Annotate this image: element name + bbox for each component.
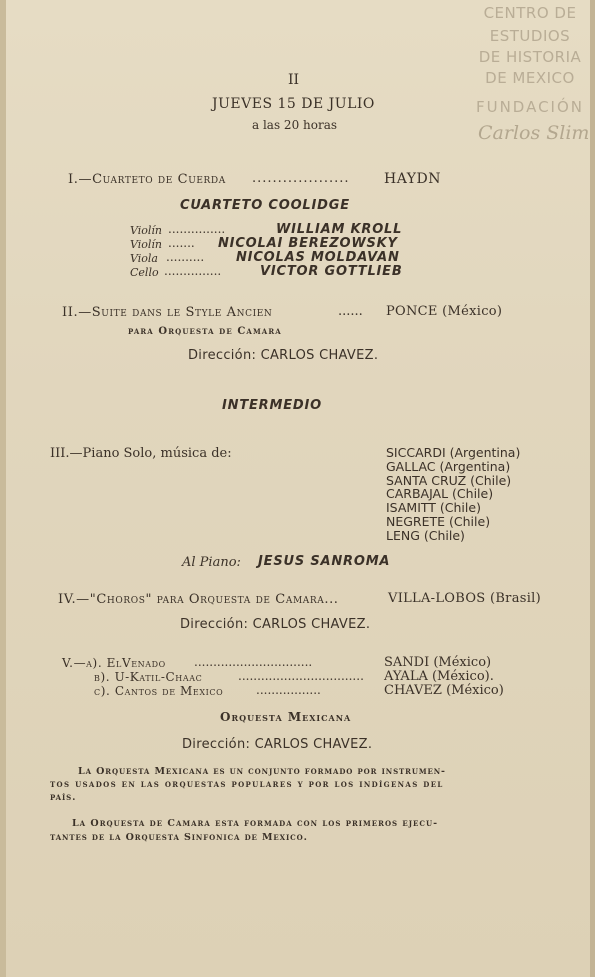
player-1-dots: ............... — [168, 222, 226, 236]
composer-item: GALLAC (Argentina) — [386, 458, 511, 474]
section-5-item-c-label: c). Cantos de Mexico — [94, 684, 224, 698]
section-5-item-a-composer: SANDI (México) — [384, 655, 492, 670]
section-1-title: I.—Cuarteto de Cuerda — [68, 172, 226, 187]
section-4-direction: Dirección: CARLOS CHAVEZ. — [180, 617, 371, 632]
composer-item: LENG (Chile) — [386, 527, 465, 543]
program-date: JUEVES 15 DE JULIO — [212, 96, 375, 112]
section-3-composer-list — [386, 446, 520, 543]
watermark-line-4: DE MEXICO — [485, 69, 575, 87]
composer-item: ISAMITT (Chile) — [386, 500, 481, 516]
section-1-dots: ................... — [252, 171, 350, 186]
note-2-line-2: tantes de la Orquesta Sinfonica de Mexico. — [50, 832, 308, 843]
player-3-dots: .......... — [166, 250, 205, 264]
note-1-line-3: país. — [50, 792, 77, 803]
piano-label: Al Piano: — [182, 555, 241, 570]
program-number: II — [288, 72, 300, 88]
composer-item: NEGRETE (Chile) — [386, 513, 491, 529]
section-1-ensemble: CUARTETO COOLIDGE — [180, 198, 350, 213]
player-2-instrument: Violín — [130, 238, 163, 251]
player-3-name: NICOLAS MOLDAVAN — [236, 250, 400, 265]
program-time: a las 20 horas — [252, 118, 338, 132]
watermark-line-2: ESTUDIOS — [489, 27, 571, 45]
watermark-line-3: DE HISTORIA — [478, 48, 582, 66]
section-4-composer: VILLA-LOBOS (Brasil) — [388, 591, 541, 606]
composer-item: SICCARDI (Argentina) — [386, 445, 521, 460]
pianist-name: JESUS SANROMA — [258, 554, 391, 569]
note-1-line-1: La Orquesta Mexicana es un conjunto formado por instrumen- — [78, 766, 446, 777]
player-2-name: NICOLAI BEREZOWSKY — [218, 236, 398, 251]
section-3-title: III.—Piano Solo, música de: — [50, 446, 232, 461]
section-5-item-c-composer: CHAVEZ (México) — [384, 683, 504, 698]
note-1-line-2: tos usados en las orquestas populares y por los indígenas del — [50, 779, 444, 790]
section-4-title: IV.—"Choros" para Orquesta de Camara... — [58, 592, 339, 607]
watermark-line-5: FUNDACIÓN — [475, 98, 585, 116]
player-3-instrument: Viola — [130, 252, 158, 265]
section-5-item-a-label: V.—a). ElVenado — [62, 656, 166, 670]
composer-item: SANTA CRUZ (Chile) — [386, 472, 512, 488]
section-1-composer: HAYDN — [384, 171, 441, 187]
section-5-direction: Dirección: CARLOS CHAVEZ. — [182, 737, 373, 752]
player-1-instrument: Violín — [130, 224, 163, 237]
player-4-instrument: Cello — [130, 266, 159, 279]
player-4-name: VICTOR GOTTLIEB — [260, 264, 403, 279]
watermark-signature: Carlos Slim — [478, 122, 590, 144]
section-2-title: II.—Suite dans le Style Ancien — [62, 305, 273, 320]
player-4-dots: ............... — [164, 264, 222, 278]
section-2-direction: Dirección: CARLOS CHAVEZ. — [188, 348, 379, 363]
watermark-line-1: CENTRO DE — [483, 4, 577, 22]
page-edge-left — [0, 0, 6, 977]
section-5-item-b-dots: ................................. — [238, 669, 364, 683]
section-2-composer: PONCE (México) — [386, 304, 503, 319]
composer-item: CARBAJAL (Chile) — [386, 486, 494, 502]
section-5-orchestra: Orquesta Mexicana — [220, 710, 352, 724]
page-edge-right — [590, 0, 595, 977]
section-5-item-b-label: b). U-Katil-Chaac — [94, 670, 203, 684]
section-2-dots: ...... — [338, 304, 363, 319]
section-5-item-c-dots: ................. — [256, 683, 321, 697]
player-2-dots: ....... — [168, 236, 195, 250]
intermission: INTERMEDIO — [222, 398, 322, 413]
section-5-item-b-composer: AYALA (México). — [384, 669, 494, 684]
section-5-item-a-dots: ............................... — [194, 655, 313, 669]
note-2-line-1: La Orquesta de Camara esta formada con los primeros ejecu- — [72, 818, 439, 829]
player-1-name: WILLIAM KROLL — [276, 222, 403, 237]
section-2-subtitle: para Orquesta de Camara — [128, 326, 282, 337]
